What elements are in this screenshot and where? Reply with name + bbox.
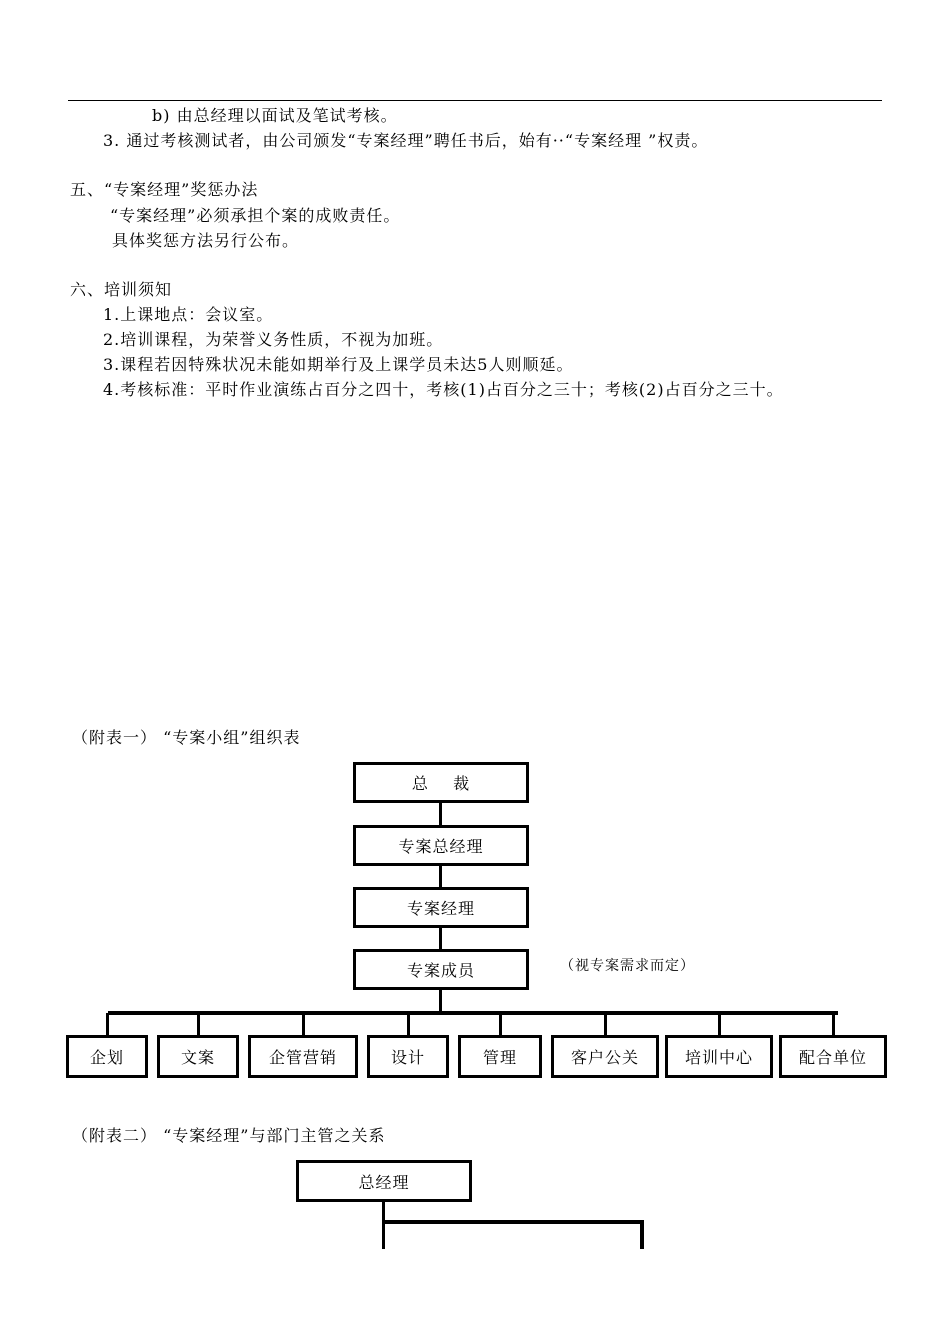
line-b: b) 由总经理以面试及笔试考核。 bbox=[152, 106, 398, 125]
connector-line bbox=[640, 1220, 644, 1249]
department-label: 管理 bbox=[482, 1048, 517, 1067]
org-node-project-members: 专案成员 bbox=[353, 949, 529, 990]
department-label: 企划 bbox=[89, 1048, 124, 1067]
section-6-item-3: 3.课程若因特殊状况未能如期举行及上课学员未达5人则顺延。 bbox=[103, 355, 574, 374]
department-box bbox=[665, 1035, 773, 1078]
section-6-item-4: 4.考核标准：平时作业演练占百分之四十，考核(1)占百分之三十；考核(2)占百分之三十。 bbox=[103, 380, 784, 399]
department-label: 文案 bbox=[180, 1048, 215, 1067]
members-note: （视专案需求而定） bbox=[560, 958, 695, 974]
department-bus-line bbox=[108, 1011, 838, 1015]
department-box bbox=[157, 1035, 239, 1078]
line-3: 3. 通过考核测试者，由公司颁发“专案经理”聘任书后，始有··“专案经理 ”权责。 bbox=[103, 131, 709, 150]
department-label: 设计 bbox=[390, 1048, 425, 1067]
connector-line bbox=[439, 928, 442, 949]
department-box bbox=[367, 1035, 449, 1078]
connector-line bbox=[499, 1013, 502, 1035]
connector-line bbox=[106, 1013, 109, 1035]
department-label: 企管营销 bbox=[268, 1048, 337, 1067]
section-5-title: 五、“专案经理”奖惩办法 bbox=[70, 180, 259, 199]
org-node-general-manager: 总经理 bbox=[296, 1160, 472, 1202]
org-node-president: 总 裁 bbox=[353, 762, 529, 803]
department-box bbox=[66, 1035, 148, 1078]
connector-line bbox=[604, 1013, 607, 1035]
department-label: 客户公关 bbox=[570, 1048, 639, 1067]
chart1-caption: （附表一） “专案小组”组织表 bbox=[72, 728, 301, 747]
connector-line bbox=[832, 1013, 835, 1035]
connector-line bbox=[718, 1013, 721, 1035]
department-label: 培训中心 bbox=[684, 1048, 753, 1067]
department-label: 配合单位 bbox=[798, 1048, 867, 1067]
connector-line bbox=[407, 1013, 410, 1035]
section-6-item-2: 2.培训课程，为荣誉义务性质，不视为加班。 bbox=[103, 330, 444, 349]
department-box bbox=[458, 1035, 542, 1078]
section-6-item-1: 1.上课地点：会议室。 bbox=[103, 305, 274, 324]
connector-line bbox=[439, 866, 442, 887]
org-node-project-gm: 专案总经理 bbox=[353, 825, 529, 866]
connector-line bbox=[197, 1013, 200, 1035]
connector-line bbox=[302, 1013, 305, 1035]
department-box bbox=[551, 1035, 659, 1078]
section-5-para-1: “专案经理”必须承担个案的成败责任。 bbox=[110, 206, 401, 225]
section-6-title: 六、培训须知 bbox=[70, 280, 173, 299]
header-rule bbox=[68, 100, 882, 101]
connector-line bbox=[439, 990, 442, 1012]
section-5-para-2: 具体奖惩方法另行公布。 bbox=[112, 231, 300, 250]
branch-line bbox=[382, 1220, 644, 1224]
department-box bbox=[248, 1035, 358, 1078]
org-node-project-manager: 专案经理 bbox=[353, 887, 529, 928]
chart2-caption: （附表二） “专案经理”与部门主管之关系 bbox=[72, 1126, 386, 1145]
department-box bbox=[779, 1035, 887, 1078]
connector-line bbox=[439, 803, 442, 825]
connector-line bbox=[382, 1202, 385, 1249]
